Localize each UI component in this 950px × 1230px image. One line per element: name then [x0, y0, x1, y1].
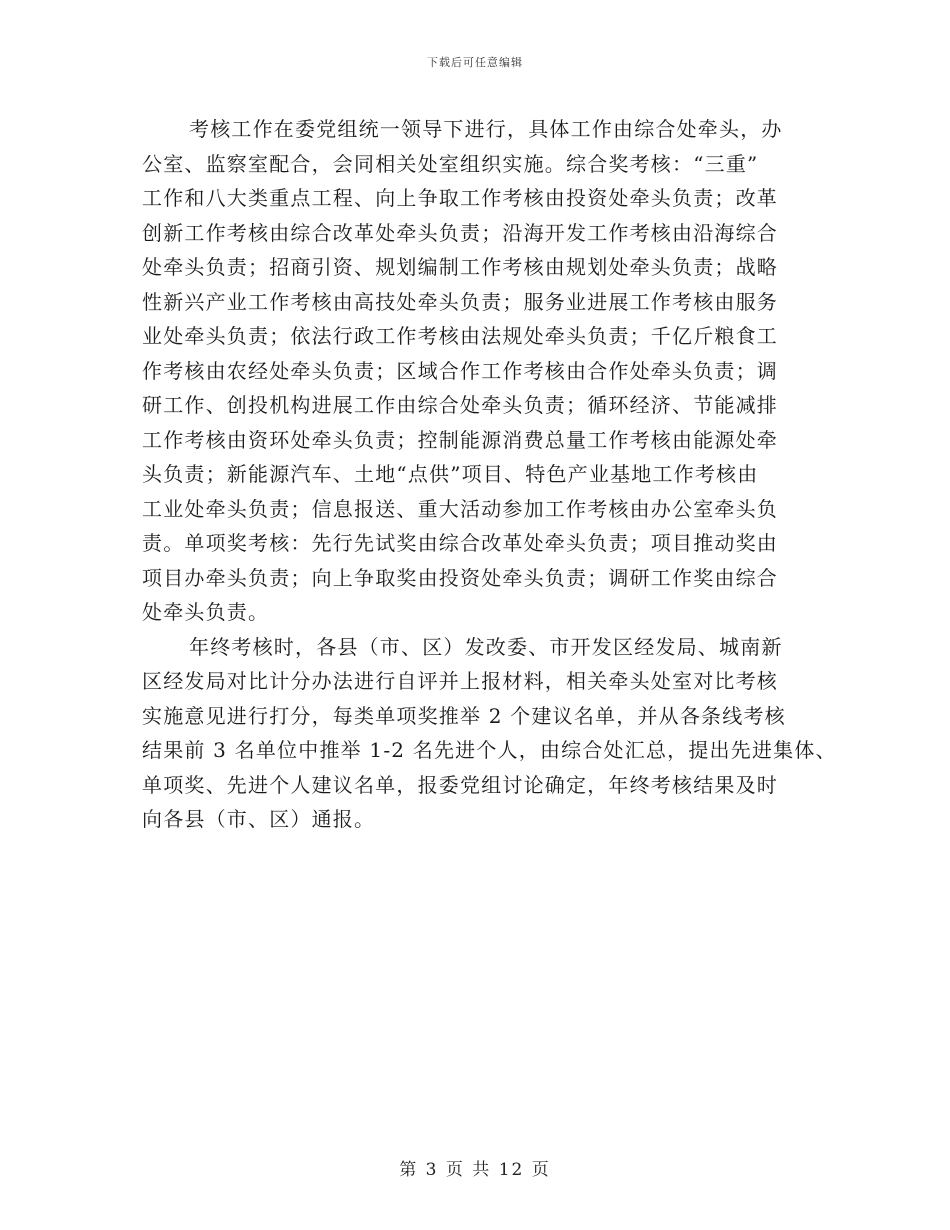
paragraph-1-line: 创新工作考核由综合改革处牵头负责；沿海开发工作考核由沿海综合 [142, 220, 778, 245]
page-header-note: 下载后可任意编辑 [427, 56, 523, 69]
paragraph-1-line: 性新兴产业工作考核由高技处牵头负责；服务业进展工作考核由服务 [142, 289, 778, 314]
paragraph-1-line: 处牵头负责。 [142, 600, 270, 624]
paragraph-1-line: 责。单项奖考核：先行先试奖由综合改革处牵头负责；项目推动奖由 [142, 531, 778, 555]
paragraph-2-line: 区经发局对比计分办法进行自评并上报材料，相关牵头处室对比考核 [142, 669, 778, 693]
paragraph-2-line: 单项奖、先进个人建议名单，报委党组讨论确定，年终考核结果及时 [142, 772, 778, 797]
paragraph-2-line: 实施意见进行打分，每类单项奖推举 2 个建议名单，并从各条线考核 [142, 703, 786, 728]
paragraph-1-line: 业处牵头负责；依法行政工作考核由法规处牵头负责；千亿斤粮食工 [142, 324, 778, 348]
document-body [142, 112, 837, 837]
paragraph-1-line: 研工作、创投机构进展工作由综合处牵头负责；循环经济、节能减排 [142, 393, 778, 417]
paragraph-1-line: 头负责；新能源汽车、土地“点供”项目、特色产业基地工作考核由 [142, 462, 759, 486]
paragraph-2-line: 结果前 3 名单位中推举 1-2 名先进个人，由综合处汇总，提出先进集体、 [142, 738, 837, 762]
page-number: 第 3 页 共 12 页 [399, 1160, 551, 1180]
paragraph-1-line: 工作和八大类重点工程、向上争取工作考核由投资处牵头负责；改革 [142, 186, 778, 210]
paragraph-1-line: 工作考核由资环处牵头负责；控制能源消费总量工作考核由能源处牵 [142, 427, 778, 452]
paragraph-1-line: 作考核由农经处牵头负责；区域合作工作考核由合作处牵头负责；调 [142, 358, 778, 383]
paragraph-1-line: 公室、监察室配合，会同相关处室组织实施。综合奖考核：“三重” [142, 151, 759, 176]
paragraph-1-line: 处牵头负责；招商引资、规划编制工作考核由规划处牵头负责；战略 [142, 255, 778, 279]
paragraph-1-line: 项目办牵头负责；向上争取奖由投资处牵头负责；调研工作奖由综合 [142, 565, 778, 590]
paragraph-2-line: 向各县（市、区）通报。 [142, 807, 376, 831]
paragraph-1-line: 考核工作在委党组统一领导下进行，具体工作由综合处牵头，办 [189, 117, 783, 141]
paragraph-1-line: 工业处牵头负责；信息报送、重大活动参加工作考核由办公室牵头负 [142, 496, 778, 521]
paragraph-2-line: 年终考核时，各县（市、区）发改委、市开发区经发局、城南新 [189, 634, 783, 659]
